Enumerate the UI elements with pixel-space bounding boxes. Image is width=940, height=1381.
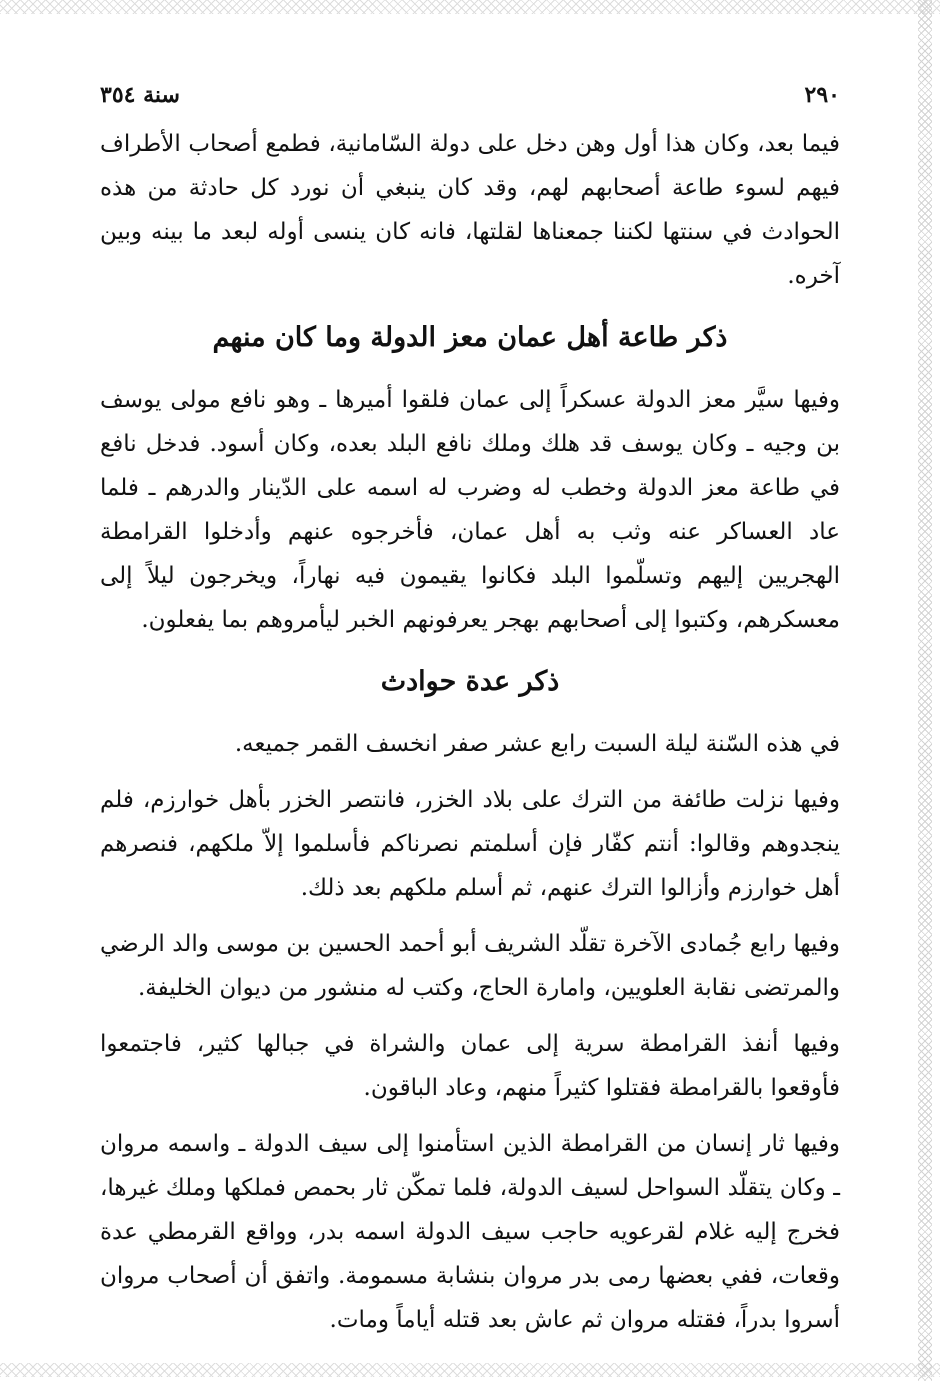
paragraph-eclipse: في هذه السّنة ليلة السبت رابع عشر صفر انخسف القمر جميعه.	[234, 731, 840, 757]
scan-border-right	[918, 0, 932, 1381]
paragraph-oman: وفيها سيَّر معز الدولة عسكراً إلى عمان فلقوا أميرها ـ وهو نافع مولى يوسف بن وجيه ـ وكان يوسف قد هلك وملك نافع البلد بعده، وكان أسود. فدخل نافع في طاعة معز الدولة وخطب له وضرب له اسمه على الدّينار والدرهم ـ فلما عاد العساكر عنه وثب به أهل عمان، فأخرجوه عنهم وأدخلوا القرامطة الهجريين إليهم وتسلّموا البلد فكانوا يقيمون فيه نهاراً، ويخرجون ليلاً إلى معسكرهم، وكتبوا إلى أصحابهم بهجر يعرفونهم الخبر ليأمروهم بما يفعلون.	[100, 387, 840, 633]
paragraph-khazar: وفيها نزلت طائفة من الترك على بلاد الخزر، فانتصر الخزر بأهل خوارزم، فلم ينجدوهم وقالوا: أنتم كفّار فإن أسلمتم نصرناكم فأسلموا إلاّ ملكهم، فنصرهم أهل خوارزم وأزالوا الترك عنهم، ثم أسلم ملكهم بعد ذلك.	[100, 787, 840, 901]
scan-border-top	[0, 0, 940, 14]
paragraph-marwan: وفيها ثار إنسان من القرامطة الذين استأمنوا إلى سيف الدولة ـ واسمه مروان ـ وكان يتقلّد السواحل لسيف الدولة، فلما تمكّن ثار بحمص فملكها وملك غيرها، فخرج إليه غلام لقرعويه حاجب سيف الدولة اسمه بدر، وواقع القرمطي عدة وقعات، ففي بعضها رمى بدر مروان بنشابة مسمومة. واتفق أن أصحاب مروان أسروا بدراً، فقتله مروان ثم عاش بعد قتله أياماً ومات.	[100, 1131, 840, 1333]
running-header	[100, 82, 840, 122]
year-label: سنة ٣٥٤	[100, 82, 180, 108]
page-number: ٢٩٠	[804, 82, 840, 108]
section-heading-oman: ذكر طاعة أهل عمان معز الدولة وما كان منهم	[212, 322, 728, 353]
book-page	[100, 82, 840, 1354]
section-heading-events: ذكر عدة حوادث	[380, 666, 560, 697]
intro-paragraph: فيما بعد، وكان هذا أول وهن دخل على دولة السّامانية، فطمع أصحاب الأطراف فيهم لسوء طاعة أصحابهم لهم، وقد كان ينبغي أن نورد كل حادثة من هذه الحوادث في سنتها لكننا جمعناها لقلتها، فانه كان ينسى أوله لبعد ما بينه وبين آخره.	[100, 131, 840, 289]
paragraph-qarmatians: وفيها أنفذ القرامطة سرية إلى عمان والشراة في جبالها كثير، فاجتمعوا فأوقعوا بالقرامطة فقتلوا كثيراً منهم، وعاد الباقون.	[100, 1031, 840, 1101]
paragraph-sharif: وفيها رابع جُمادى الآخرة تقلّد الشريف أبو أحمد الحسين بن موسى والد الرضي والمرتضى نقابة العلويين، وامارة الحاج، وكتب له منشور من ديوان الخليفة.	[100, 931, 840, 1001]
scan-border-bottom	[0, 1363, 940, 1377]
